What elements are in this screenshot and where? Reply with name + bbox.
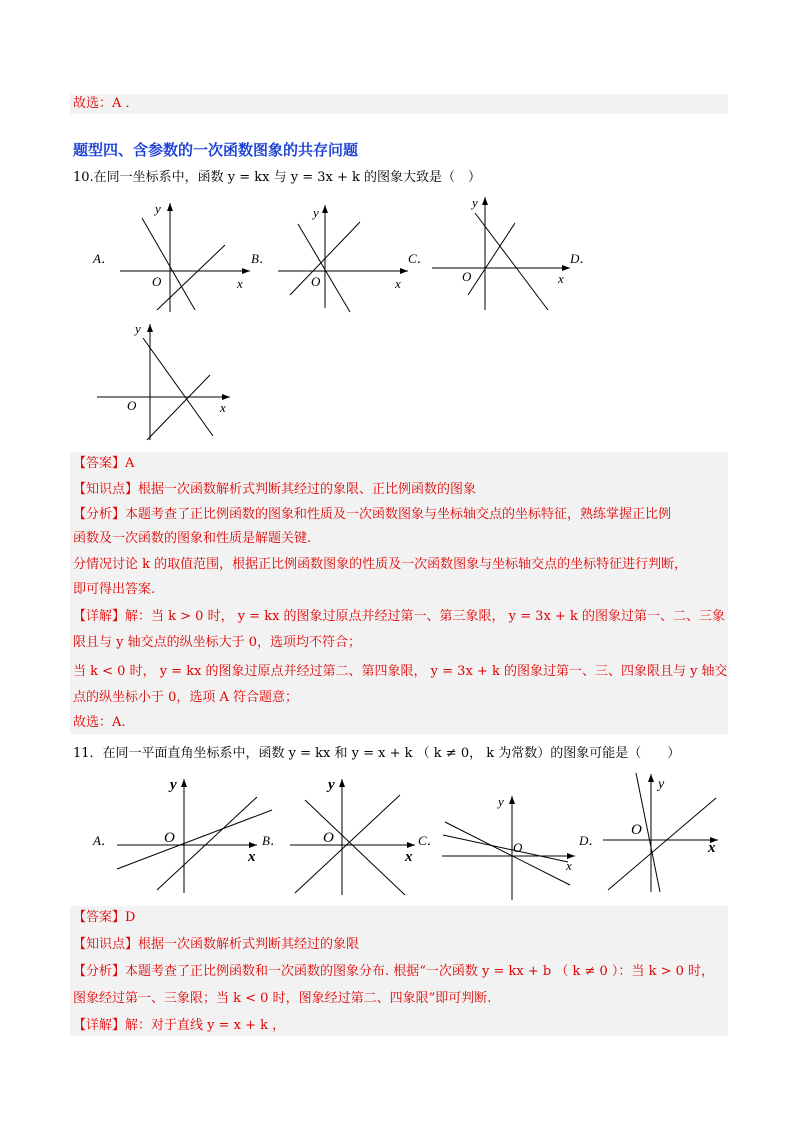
q11-analysis-1: 【分析】本题考查了正比例函数和一次函数的图象分布. 根据“一次函数 y = kx + b （ k ≠ 0 ）：当 k > 0 时， bbox=[73, 964, 715, 979]
x-label: x bbox=[708, 840, 716, 856]
line-kx bbox=[143, 338, 213, 436]
y-arrow bbox=[482, 197, 488, 205]
y-arrow bbox=[322, 205, 328, 213]
q11-graph-b bbox=[285, 775, 425, 900]
q10-option-d: D． bbox=[570, 251, 593, 266]
q11-answer: 【答案】D bbox=[73, 910, 136, 925]
q11-option-c: C． bbox=[418, 833, 440, 848]
q10-option-b: B． bbox=[251, 251, 272, 266]
q10-knowledge: 【知识点】根据一次函数解析式判断其经过的象限、正比例函数的图象 bbox=[73, 482, 477, 497]
origin-label: O bbox=[127, 398, 137, 413]
q10-graph-c bbox=[430, 195, 580, 320]
line-3x-k bbox=[147, 375, 210, 440]
q10-analysis-4: 即可得出答案. bbox=[73, 582, 156, 597]
q10-analysis-1: 【分析】本题考查了正比例函数的图象和性质及一次函数图象与坐标轴交点的坐标特征，熟练掌握正比例 bbox=[73, 507, 672, 522]
x-arrow bbox=[400, 268, 408, 274]
q10-option-c: C． bbox=[408, 251, 430, 266]
y-arrow bbox=[167, 203, 173, 211]
x-arrow bbox=[242, 268, 250, 274]
q11-graph-d bbox=[598, 770, 733, 895]
line-kx bbox=[298, 224, 350, 312]
y-arrow bbox=[147, 324, 153, 332]
q10-detail-1: 【详解】解：当 k > 0 时， y = kx 的图象过原点并经过第一、第三象限， y = 3x + k 的图象过第一、二、三象 bbox=[73, 609, 725, 624]
q10-answer: 【答案】A bbox=[73, 456, 135, 471]
q10-stem: 10.在同一坐标系中，函数 y = kx 与 y = 3x + k 的图象大致是（ ） bbox=[73, 170, 482, 185]
x-label: x bbox=[248, 849, 256, 865]
q10-detail-3: 当 k < 0 时， y = kx 的图象过原点并经过第二、第四象限， y = 3x + k 的图象过第一、三、四象限且与 y 轴交 bbox=[73, 664, 728, 679]
x-label: x bbox=[405, 849, 413, 865]
q11-graph-c bbox=[440, 790, 585, 905]
y-arrow bbox=[339, 779, 345, 787]
origin-label: O bbox=[462, 269, 472, 284]
y-arrow bbox=[181, 779, 187, 787]
line-x-k bbox=[295, 795, 400, 893]
line-kx bbox=[305, 800, 405, 895]
q11-option-d: D． bbox=[579, 833, 602, 848]
x-arrow bbox=[407, 842, 415, 848]
line-x-k bbox=[443, 835, 568, 862]
x-label: x bbox=[558, 271, 564, 286]
y-arrow bbox=[509, 796, 515, 804]
y-label: y bbox=[328, 777, 335, 793]
top-answer-block bbox=[70, 94, 728, 114]
y-label: y bbox=[155, 201, 161, 216]
y-label: y bbox=[472, 195, 478, 210]
q11-option-a: A． bbox=[93, 833, 114, 848]
q10-graph-a bbox=[115, 200, 255, 315]
x-label: x bbox=[566, 858, 572, 873]
q11-detail-1: 【详解】解：对于直线 y = x + k ， bbox=[73, 1018, 286, 1033]
y-label: y bbox=[498, 794, 504, 809]
x-label: x bbox=[395, 276, 401, 291]
y-arrow bbox=[648, 774, 654, 782]
q11-analysis-2: 图象经过第一、三象限；当 k < 0 时，图象经过第二、四象限”即可判断. bbox=[73, 991, 492, 1006]
q10-detail-2: 限且与 y 轴交点的纵坐标大于 0，选项均不符合； bbox=[73, 635, 362, 650]
q10-analysis-2: 函数及一次函数的图象和性质是解题关键. bbox=[73, 531, 312, 546]
q11-graph-a bbox=[112, 775, 272, 895]
origin-label: O bbox=[164, 830, 175, 846]
section-title: 题型四、含参数的一次函数图象的共存问题 bbox=[73, 141, 359, 159]
x-arrow bbox=[249, 842, 257, 848]
origin-label: O bbox=[323, 830, 334, 846]
line-3x-k bbox=[157, 245, 225, 310]
q10-option-a: A． bbox=[93, 251, 114, 266]
y-label: y bbox=[135, 321, 141, 336]
line-kx bbox=[445, 822, 570, 885]
q10-analysis-3: 分情况讨论 k 的取值范围，根据正比例函数图象的性质及一次函数图象与坐标轴交点的坐标特征进行判断， bbox=[73, 557, 688, 572]
q10-graph-b bbox=[275, 200, 415, 315]
origin-label: O bbox=[631, 822, 642, 838]
line-3x-k bbox=[468, 223, 515, 295]
line-kx bbox=[142, 218, 195, 310]
y-label: y bbox=[313, 205, 319, 220]
q10-graph-d bbox=[95, 320, 240, 445]
q11-stem: 11．在同一平面直角坐标系中，函数 y = kx 和 y = x + k （ k ≠ 0， k 为常数）的图象可能是（ ） bbox=[73, 746, 681, 761]
q11-option-b: B． bbox=[262, 833, 283, 848]
q11-knowledge: 【知识点】根据一次函数解析式判断其经过的象限 bbox=[73, 937, 360, 952]
origin-label: O bbox=[152, 274, 162, 289]
q10-detail-5: 故选：A. bbox=[73, 715, 126, 730]
origin-label: O bbox=[311, 274, 321, 289]
x-label: x bbox=[237, 276, 243, 291]
q10-detail-4: 点的纵坐标小于 0，选项 A 符合题意； bbox=[73, 690, 299, 705]
y-label: y bbox=[658, 777, 665, 792]
top-answer-line: 故选：A ． bbox=[73, 96, 139, 111]
y-label: y bbox=[170, 777, 177, 793]
x-label: x bbox=[220, 400, 226, 415]
origin-label: O bbox=[513, 840, 523, 855]
line-x-k bbox=[608, 798, 716, 890]
